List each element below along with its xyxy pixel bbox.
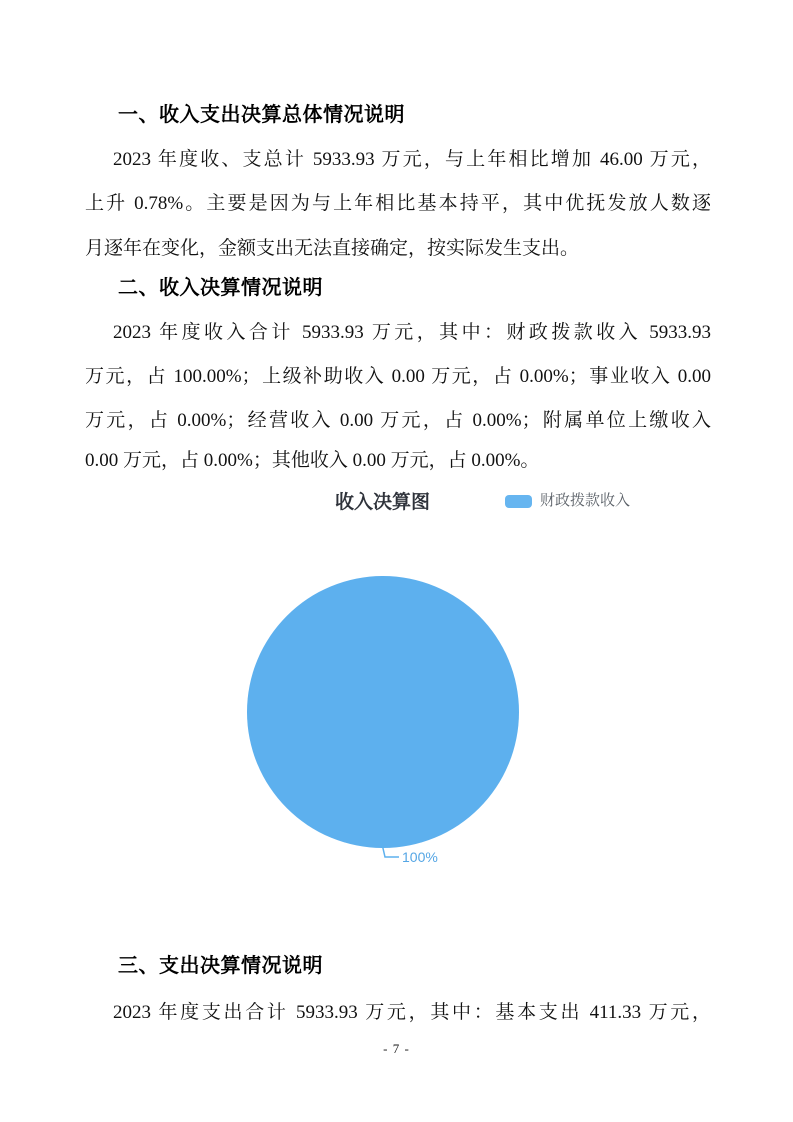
section-1-heading: 一、收入支出决算总体情况说明 <box>118 104 405 126</box>
legend-swatch <box>505 495 532 508</box>
paragraph-line: 0.00 万元，占 0.00%；其他收入 0.00 万元，占 0.00%。 <box>85 450 540 471</box>
section-3-heading: 三、支出决算情况说明 <box>118 955 323 977</box>
section-2-heading: 二、收入决算情况说明 <box>118 277 323 299</box>
chart-title: 收入决算图 <box>335 492 431 513</box>
page-number: - 7 - <box>383 1041 410 1056</box>
pie-percent-label: 100% <box>402 849 438 865</box>
paragraph-line: 万元，占 0.00%；经营收入 0.00 万元，占 0.00%；附属单位上缴收入 <box>85 410 711 431</box>
paragraph-line: 2023 年度支出合计 5933.93 万元，其中：基本支出 411.33 万元， <box>113 1002 711 1023</box>
paragraph-line: 万元，占 100.00%；上级补助收入 0.00 万元，占 0.00%；事业收入 0.00 <box>85 366 711 387</box>
leader-polyline <box>382 844 399 857</box>
pie-slice-caizheng-bokuan <box>247 576 519 848</box>
paragraph-line: 2023 年度收、支总计 5933.93 万元，与上年相比增加 46.00 万元， <box>113 149 711 170</box>
legend-label: 财政拨款收入 <box>540 492 631 509</box>
paragraph-line: 月逐年在变化，金额支出无法直接确定，按实际发生支出。 <box>85 238 580 259</box>
paragraph-line: 上升 0.78%。主要是因为与上年相比基本持平，其中优抚发放人数逐 <box>85 193 711 214</box>
paragraph-line: 2023 年度收入合计 5933.93 万元，其中：财政拨款收入 5933.93 <box>113 322 711 343</box>
chart-legend <box>505 489 630 510</box>
